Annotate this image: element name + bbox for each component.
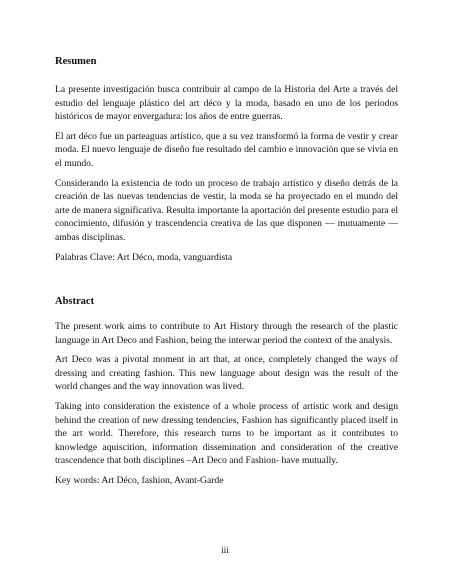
resumen-heading: Resumen (55, 56, 97, 67)
abstract-keywords: Key words: Art Déco, fashion, Avant-Garde (55, 474, 224, 486)
page-number: iii (221, 545, 229, 555)
abstract-paragraph-3: Taking into consideration the existence of a whole process of artistic work and design behind the creation of new dressing tendencies, Fashion has significantly placed itself in the art world. Therefore, this research turns to be important as it contributes to knowledge aquiscition, information dissemination and consideration of the creative trascendence that both disciplines –Art Deco and Fashion- have mutually. (55, 400, 398, 467)
abstract-body (55, 320, 398, 494)
resumen-paragraph-3: Considerando la existencia de todo un proceso de trabajo artístico y diseño detrás de la creación de las nuevas tendencias de vestir, la moda se ha proyectado en el mundo del arte de manera significativa. Resulta importante la aportación del presente estudio para el conocimiento, difusión y trascendencia creativa de las que disponen — mutuamente — ambas disciplinas. (55, 177, 398, 243)
resumen-paragraph-2: El art déco fue un parteaguas artístico, que a su vez transformó la forma de vestir y crear moda. El nuevo lenguaje de diseño fue resultado del cambio e innovación que se vivía en el mundo. (55, 130, 398, 169)
abstract-paragraph-1: The present work aims to contribute to Art History through the research of the plastic language in Art Deco and Fashion, being the interwar period the context of the analysis. (55, 321, 398, 346)
abstract-heading: Abstract (55, 296, 95, 307)
resumen-keywords: Palabras Clave: Art Déco, moda, vanguardista (55, 251, 233, 263)
resumen-body (55, 83, 398, 270)
resumen-paragraph-1: La presente investigación busca contribuir al campo de la Historia del Arte a través del estudio del lenguaje plástico del art déco y la moda, basado en uno de los periodos históricos de mayor envergadura: los años de entre guerras. (55, 84, 398, 123)
abstract-paragraph-2: Art Deco was a pivotal moment in art that, at once, completely changed the ways of dressing and creating fashion. This new language about design was the result of the world changes and the way innovation was lived. (55, 354, 398, 393)
